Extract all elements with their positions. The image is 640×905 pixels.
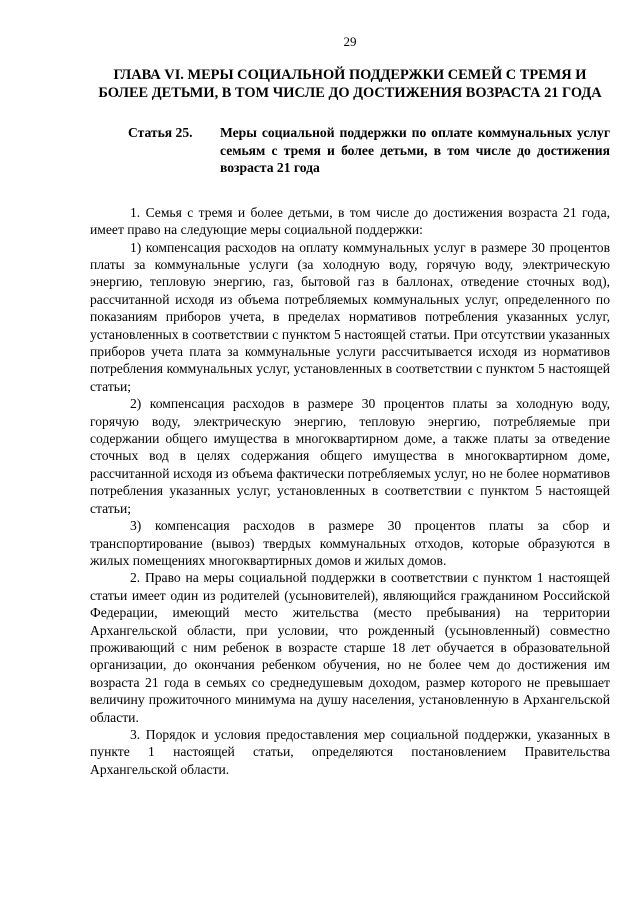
document-page: [90, 34, 610, 778]
paragraph-1-1: 1) компенсация расходов на оплату коммунальных услуг в размере 30 процентов платы за коммунальные услуги (за холодную воду, горячую воду, электрическую энергию, тепловую энергию, газ, бытовой газ в баллонах, отведение сточных вод), рассчитанной исходя из объема потребляемых коммунальных услуг, определенного по показаниям приборов учета, в пределах нормативов потребления указанных услуг, установленных в соответствии с пунктом 5 настоящей статьи. При отсутствии указанных приборов учета плата за коммунальные услуги рассчитывается исходя из нормативов потребления коммунальных услуг, установленных в соответствии с пунктом 5 настоящей статьи;: [90, 239, 610, 394]
article-number: Статья 25.: [128, 125, 193, 140]
paragraph-1-2: 2) компенсация расходов в размере 30 процентов платы за холодную воду, горячую воду, электрическую энергию, тепловую энергию, потребляемые при содержании общего имущества в многоквартирном доме, а также платы за отведение сточных вод в целях содержания общего имущества в многоквартирном доме, рассчитанной исходя из объема фактически потребляемых услуг, но не более нормативов потребления указанных услуг, установленных в соответствии с пунктом 5 настоящей статьи;: [90, 396, 610, 516]
article-title: Меры социальной поддержки по оплате коммунальных услуг семьям с тремя и более детьми, в том числе до достижения возраста 21 года: [220, 125, 610, 176]
paragraph-2: 2. Право на меры социальной поддержки в соответствии с пунктом 1 настоящей статьи имеет один из родителей (усыновителей), являющийся гражданином Российской Федерации, имеющий место жительства (место пребывания) на территории Архангельской области, при условии, что рожденный (усыновленный) совместно проживающий с ним ребенок в возрасте старше 18 лет обучается в образовательной организации, до окончания ребенком обучения, но не более чем до достижения им возраста 21 года в семьях со среднедушевым доходом, размер которого не превышает величину прожиточного минимума на душу населения, установленную в Архангельской области.: [90, 570, 610, 725]
chapter-title: ГЛАВА VI. МЕРЫ СОЦИАЛЬНОЙ ПОДДЕРЖКИ СЕМЕЙ С ТРЕМЯ И БОЛЕЕ ДЕТЬМИ, В ТОМ ЧИСЛЕ ДО ДОСТИЖЕНИЯ ВОЗРАСТА 21 ГОДА: [98, 67, 602, 101]
page-number: 29: [343, 34, 357, 49]
article-body: [90, 204, 610, 778]
paragraph-3: 3. Порядок и условия предоставления мер социальной поддержки, указанных в пункте 1 настоящей статьи, определяются постановлением Правительства Архангельской области.: [90, 726, 610, 777]
paragraph-1: 1. Семья с тремя и более детьми, в том числе до достижения возраста 21 года, имеет право на следующие меры социальной поддержки:: [90, 204, 610, 238]
article-heading: [90, 124, 610, 177]
paragraph-1-3: 3) компенсация расходов в размере 30 процентов платы за сбор и транспортирование (вывоз) твердых коммунальных отходов, которые образуются в жилых помещениях многоквартирных домов и жилых домов.: [90, 518, 610, 568]
